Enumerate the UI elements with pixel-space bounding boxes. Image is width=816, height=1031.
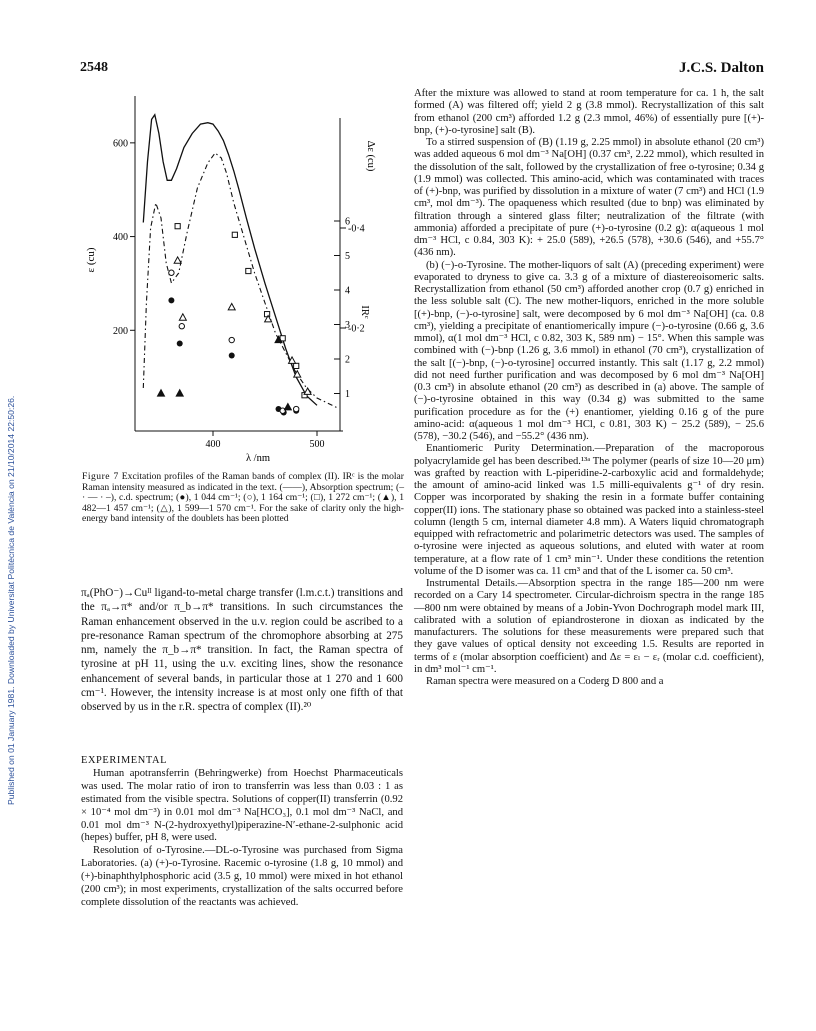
marker-open-circle [294,406,299,411]
paragraph-apotransferrin: Human apotransferrin (Behringwerke) from Hoechst Pharmaceuticals was used. The molar ratio of iron to transferrin was less than 0.03 : 1 as estimated from the visible spectra. Solutions of copper(II) transferrin (0.92 × 10⁻⁴ mol dm⁻³) in 0.01 mol dm⁻³ Na[HCO₃], 0.1 mol dm⁻³ NaCl, and 0.01 mol dm⁻³ N-(2-hydroxyethyl)piperazine-N′-ethane-2-sulphonic acid (hepes) buffer, pH 8, were used. [81,767,403,844]
marker-open-triangle [179,314,186,320]
x-tick-label: 500 [309,439,325,450]
journal-title: J.C.S. Dalton [678,60,764,76]
cd-tick-label: -0·2 [348,323,365,335]
marker-filled-circle [168,297,174,303]
marker-open-square [246,268,251,273]
chart-axes [113,96,365,450]
download-watermark: Published on 01 January 1981. Downloaded by Universitat Politècnica de València on 21/10/2014 22:50:26. [6,395,16,805]
marker-open-triangle [174,257,181,263]
paragraph-resolution: Resolution of o-Tyrosine.—DL-o-Tyrosine was purchased from Sigma Laboratories. (a) (+)-o-Tyrosine. Racemic o-tyrosine (1.8 g, 10 mmol) and (+)-binaphthylphosphoric acid (3.5 g, 10 mmol) were mixed in hot ethanol (200 cm³); in most experiments, crystallization of the salts occurred before complete dissolution of the reactants was achieved. [81,845,403,908]
ir-tick-label: 5 [345,251,350,262]
chart-markers [158,224,312,416]
figure-caption [82,472,404,525]
cd-spectrum-curve [143,153,337,408]
marker-filled-triangle [158,390,165,396]
marker-filled-circle [229,353,235,359]
marker-open-circle [179,324,184,329]
marker-open-square [175,224,180,229]
caption-lead: Figure 7 [82,471,119,482]
ir-tick-label: 3 [345,320,350,331]
marker-open-square [294,363,299,368]
paragraph-instrumental: Instrumental Details.—Absorption spectra in the range 185—200 nm were recorded on a Cary 14 spectrometer. Circular-dichroism spectra in the range 185—800 nm were obtained by means of a Jobin-Yvon Dochrograph model mark III, calibrated with a solution of epiandrosterone in dioxan as indicated by the manufacturers. The solutions for these measurements were prepared such that they gave values of optical density not exceeding 1.5. Results are reported in terms of ε (molar absorption coefficient) and Δε = εₗ − εᵣ (molar c.d. coefficient), in dm³ mol⁻¹ cm⁻¹. [414,578,764,675]
paragraph-enantiomeric-purity: Enantiomeric Purity Determination.—Preparation of the macroporous polyacrylamide gel has been described.¹³ᵃ The polymer (pearls of size 10—20 μm) was grafted by reaction with L-piperidine-2-carboxylic acid and formaldehyde; the amount of amino-acid linked was 1.5 milli-equivalents g⁻¹ of dry resin. Copper was incorporated by shaking the resin in a formate buffer containing copper(II) ions. The stationary phase so obtained was packed into a stainless-steel column (length 5 cm, internal diameter 4.8 mm). A Waters liquid chromatograph equipped with refractometric and polarimetric detectors was used. The samples of o-tyrosine were injected as aqueous solutions, and eluted with water at room temperature, at a flow rate of 1 cm³ min⁻¹. Under these conditions the retention volume of the D isomer was ca. 11 cm³ and that of the L isomer ca. 50 cm³. [414,443,764,577]
y-axis-label-epsilon: ε (cu) [85,247,97,273]
excitation-profile-chart [78,88,408,472]
page-number: 2548 [80,60,108,75]
y-tick-label: 600 [113,138,128,150]
ir-tick-label: 1 [345,389,350,400]
chart-curves [143,115,337,408]
marker-filled-circle [177,340,183,346]
marker-filled-triangle [284,404,291,410]
marker-open-circle [229,337,234,342]
x-tick-label: 400 [205,439,221,450]
left-column-upper [81,586,403,715]
paragraph-minus-tyrosine: (b) (−)-o-Tyrosine. The mother-liquors of salt (A) (preceding experiment) were evaporated to dryness to give ca. 3.3 g of a mixture of diastereoisomeric salts. Recrystallization from ethanol (50 cm³) afforded another crop (0.7 g) enriched in the less soluble salt (C). The new mother-liquors, enriched in the more soluble [(+)-bnp, (−)-o-tyrosine] salt, were decomposed by 6 mol dm⁻³ Na[OH] (ca. 0.8 cm³), yielding a precipitate of enantiomerically impure (−)-o-tyrosine (0.66 g, 3.6 mmol), α(1 mol dm⁻³ HCl, c 0.82, 303 K, 589 nm) − 15°. When this sample was combined with (−)-bnp (1.26 g, 3.6 mmol) in ethanol (70 cm³), crystallization of the salt [(−)-bnp, (−)-o-tyrosine] occurred instantly. This salt (1.17 g, 2.2 mmol) did not need further purification and was decomposed by 6 mol dm⁻³ Na[OH] (0.3 cm³) in absolute ethanol (20 cm³) as described in (a) above. The sample of (−)-o-tyrosine obtained in this way (0.34 g) was submitted to the same purification procedure as for the (+) enantiomer, yielding 0.16 g of the pure amino-acid: α(aqueous 1 mol dm⁻³ HCl, c 0.81, 303 K) − 25.2 (589), − 25.6 (578), −30.2 (546), and −55.2° (436 nm). [414,259,764,442]
marker-filled-triangle [176,390,183,396]
marker-open-circle [169,270,174,275]
marker-open-triangle [228,303,235,309]
cd-tick-label: -0·4 [348,223,365,235]
paragraph-raman: Raman spectra were measured on a Coderg D 800 and a [426,676,664,687]
paragraph-lmct: πₐ(PhO⁻)→Cuᴵᴵ ligand-to-metal charge transfer (l.m.c.t.) transitions and the πₐ→π* and/or π_b→π* transitions. In such circumstances the Raman enhancement observed in the u.v. region could be ascribed to a pre-resonance Raman spectrum of the chromophore absorbing at 275 nm, namely the π_b→π* transition. In fact, the Raman spectra of tyrosine at pH 11, using the u.v. exciting lines, show the resonance enhancement of several bands, in particular those at 1 270 and 1 600 cm⁻¹. However, the intensity increase is at most only one fifth of that observed by us in the r.R. spectra of complex (II).²⁰ [81,587,403,714]
figure-7 [78,88,408,472]
section-heading-experimental: EXPERIMENTAL [81,755,168,766]
left-column-experimental [81,755,403,910]
x-axis-label: λ /nm [245,453,271,464]
ir-tick-label: 6 [345,216,350,228]
ir-tick-label: 2 [345,354,350,366]
right-column [414,88,764,688]
y-axis-label-cd: Δε (cu) [365,140,376,172]
ir-tick-label: 4 [345,285,350,297]
y-axis-label-ir: IRᶜ [359,305,370,319]
y-tick-label: 200 [113,325,128,337]
paragraph-salt-b: To a stirred suspension of (B) (1.19 g, 2.25 mmol) in absolute ethanol (20 cm³) was added aqueous 6 mol dm⁻³ Na[OH] (0.37 cm³, 2.22 mmol), which resulted in the dissolution of the salt, followed by the crystallization of free o-tyrosine; 0.34 g (1.9 mmol) was collected. This amino-acid, which was contaminated with traces of (+)-bnp, was purified by dissolution in a mixture of water (7 cm³) and HCl (1.9 cm³, mol dm⁻³). The opaqueness which resulted (due to bnp) was eliminated by filtration through a sintered glass filter; neutralization of the filtrate (with ammonia) afforded a precipitate of pure (+)-o-tyrosine (0.2 g): α(aqueous 1 mol dm⁻³ HCl, c 0.84, 303 K): + 25.0 (589), +26.5 (578), +30.6 (546), and +55.7° (436 nm). [414,137,764,259]
caption-text: Excitation profiles of the Raman bands of complex (II). IRᶜ is the molar Raman intensity measured as indicated in the text. (——), Absorption spectrum; (– · — · –), c.d. spectrum; (●), 1 044 cm⁻¹; (○), 1 164 cm⁻¹; (□), 1 272 cm⁻¹; (▲), 1 482—1 457 cm⁻¹; (△), 1 599—1 570 cm⁻¹. For the sake of clarity only the high-energy band intensity of the doublets has been plotted [82,471,404,525]
marker-open-square [232,232,237,237]
paragraph-salt-a: After the mixture was allowed to stand at room temperature for ca. 1 h, the salt formed (A) was filtered off; yield 2 g (3.8 mmol). Recrystallization of this salt from ethanol (200 cm³) afforded 1.2 g (2.3 mmol, 46%) of essentially pure [(+)-bnp, (+)-o-tyrosine] salt (B). [414,88,764,136]
y-tick-label: 400 [113,232,128,244]
